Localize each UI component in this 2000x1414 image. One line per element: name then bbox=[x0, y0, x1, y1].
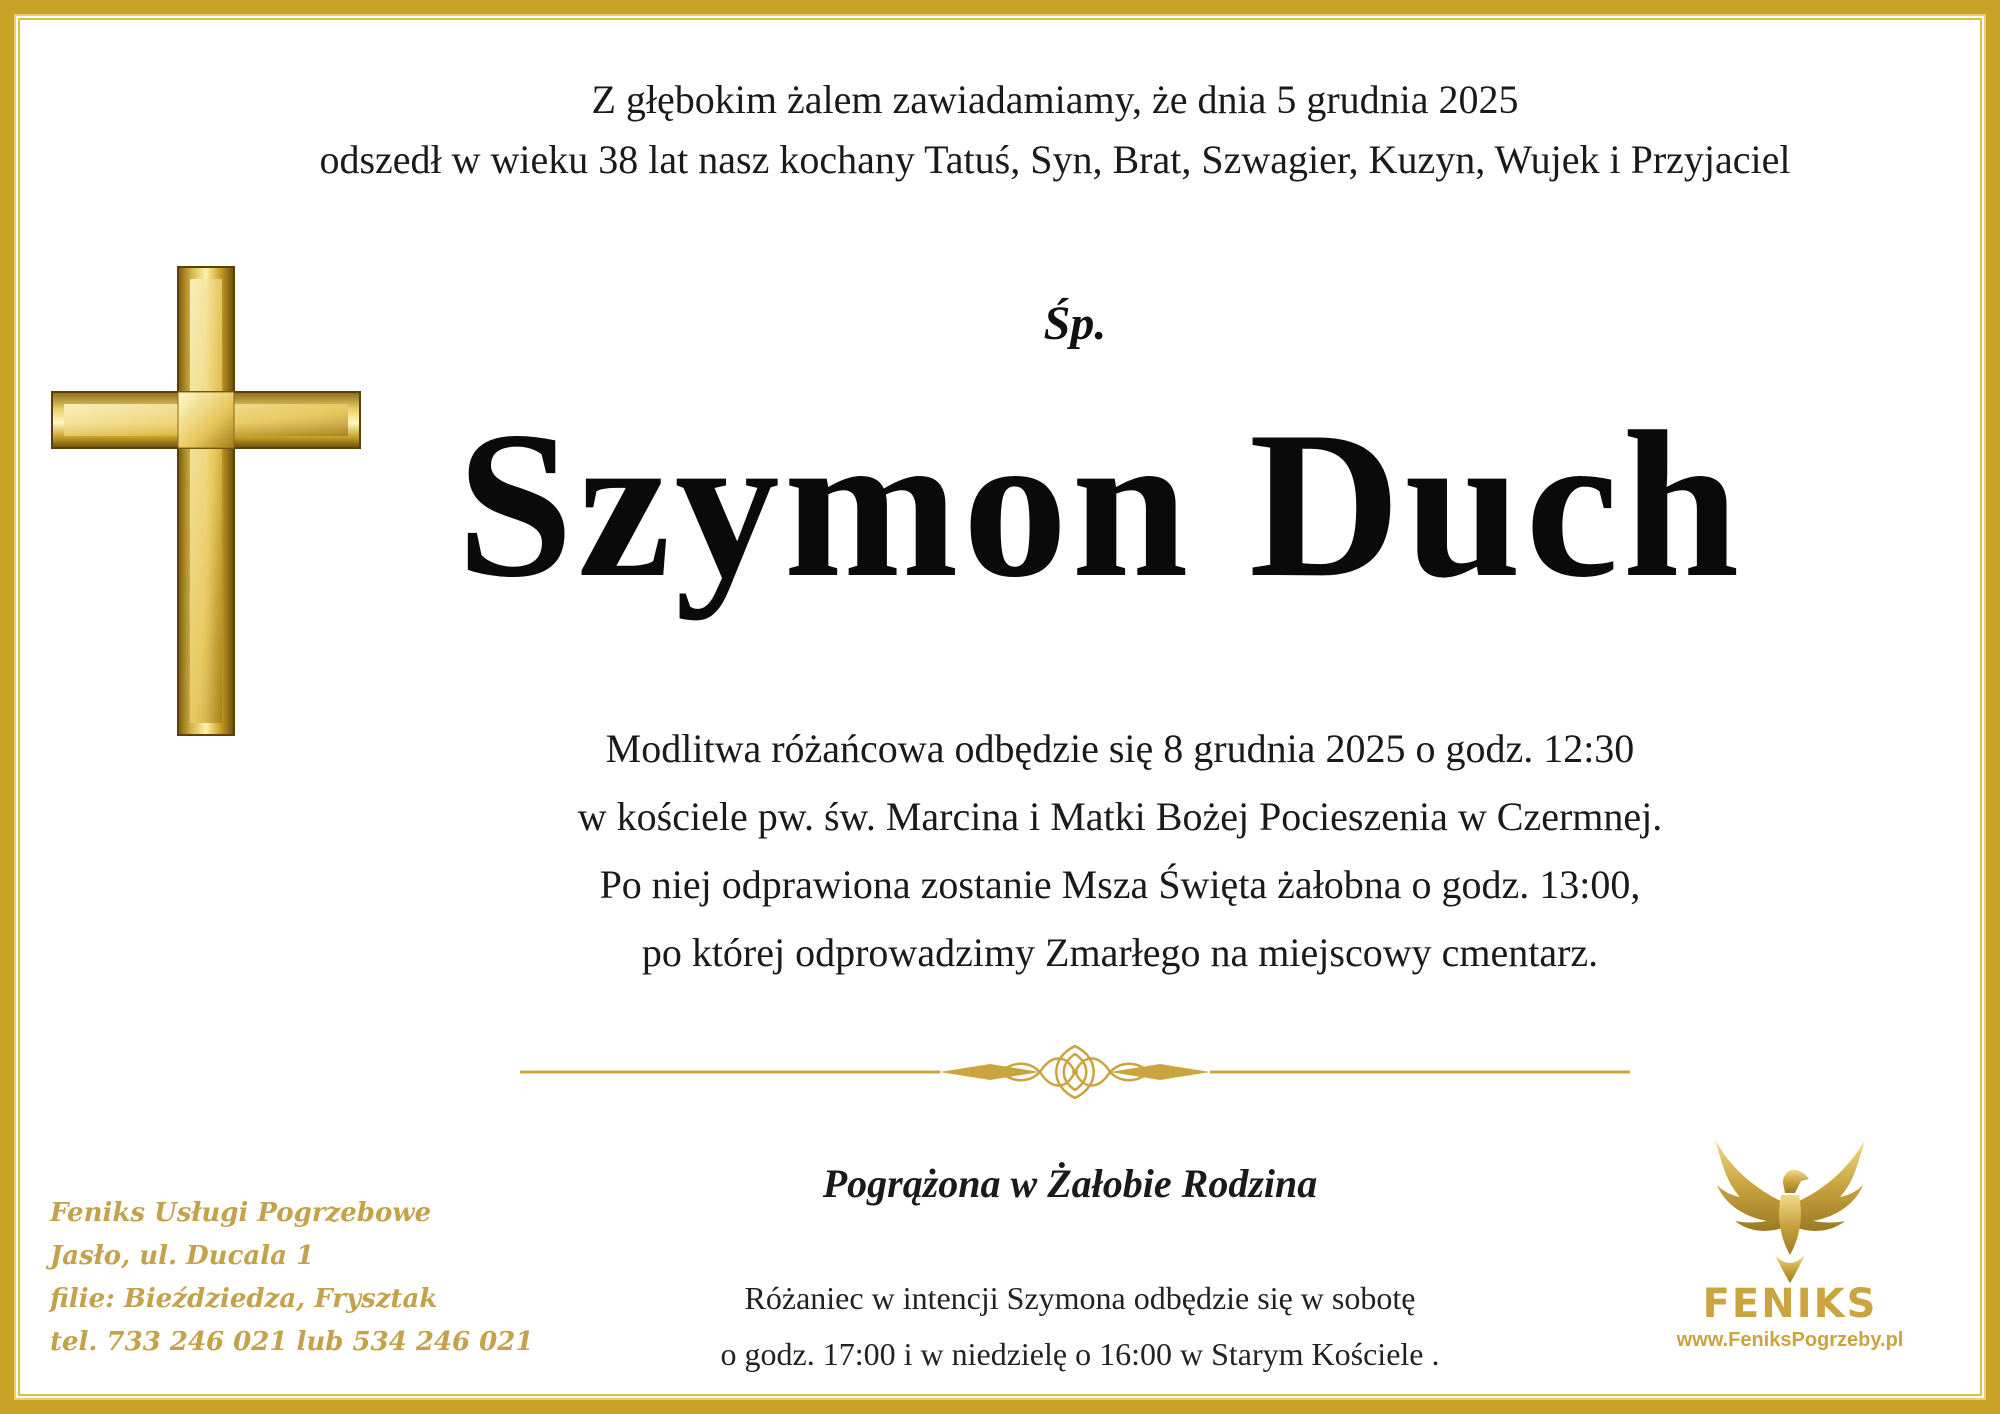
family-signature: Pogrążona w Żałobie Rodzina bbox=[822, 1161, 1318, 1206]
deceased-name: Szymon Duch bbox=[456, 389, 1744, 621]
ceremony-line-4: po której odprowadzimy Zmarłego na miejscowy cmentarz. bbox=[641, 930, 1599, 975]
ceremony-text bbox=[480, 715, 1760, 987]
company-name: Feniks Usługi Pogrzebowe bbox=[50, 1198, 432, 1228]
intro-line-2: odszedł w wieku 38 lat nasz kochany Tatuś, Syn, Brat, Szwagier, Kuzyn, Wujek i Przyjaciel bbox=[319, 137, 1791, 182]
rosary-line-2: o godz. 17:00 i w niedzielę o 16:00 w Starym Kościele . bbox=[720, 1336, 1440, 1372]
intro-line-1: Z głębokim żalem zawiadamiamy, że dnia 5 grudnia 2025 bbox=[591, 77, 1519, 122]
ceremony-line-2: w kościele pw. św. Marcina i Matki Bożej Pocieszenia w Czermnej. bbox=[577, 794, 1663, 839]
rosary-line-1: Różaniec w intencji Szymona odbędzie się w sobotę bbox=[744, 1280, 1416, 1316]
logo-url[interactable]: www.FeniksPogrzeby.pl bbox=[1676, 1329, 1904, 1351]
honorific: Śp. bbox=[1043, 297, 1107, 350]
phoenix-icon bbox=[1705, 1135, 1875, 1285]
logo-brand: FENIKS bbox=[1702, 1281, 1878, 1327]
intro-text bbox=[230, 70, 1880, 190]
ceremony-line-1: Modlitwa różańcowa odbędzie się 8 grudnia 2025 o godz. 12:30 bbox=[605, 726, 1635, 771]
funeral-home-info bbox=[50, 1192, 570, 1364]
company-phone: tel. 733 246 021 lub 534 246 021 bbox=[50, 1327, 534, 1357]
feniks-logo bbox=[1640, 1135, 1940, 1375]
ceremony-line-3: Po niej odprawiona zostanie Msza Święta żałobna o godz. 13:00, bbox=[599, 862, 1641, 907]
rosary-note bbox=[580, 1270, 1580, 1382]
ornament-divider bbox=[520, 1040, 1630, 1104]
cross-icon bbox=[50, 265, 362, 737]
company-branches: filie: Bieździedza, Frysztak bbox=[50, 1284, 438, 1314]
company-address: Jasło, ul. Ducala 1 bbox=[50, 1241, 315, 1271]
